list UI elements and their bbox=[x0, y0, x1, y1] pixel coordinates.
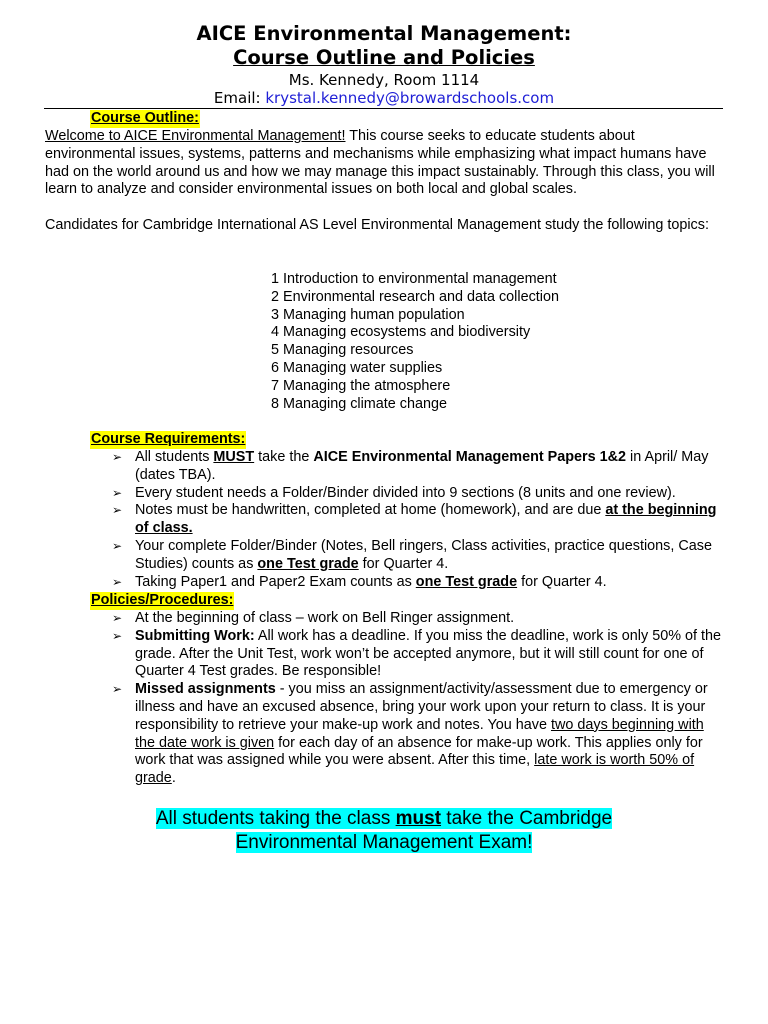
policy2-text: All work has a deadline. If you miss the deadline, work is only 50% of the grade. After the Unit Test, work won’t be accepted anymore, but it will still count for one of Quarter 4 Test grades. Be responsible! bbox=[135, 627, 722, 680]
document-title: AICE Environmental Management: bbox=[196, 22, 572, 45]
topic-item: 6 Managing water supplies bbox=[271, 359, 443, 376]
policy3-text-c: . bbox=[171, 770, 176, 787]
requirements-list bbox=[112, 449, 724, 591]
policies-heading: Policies/Procedures: bbox=[91, 592, 234, 608]
req4-text-b: for Quarter 4. bbox=[358, 555, 449, 572]
req4-grade: one Test grade bbox=[257, 555, 359, 572]
req5-text-b: for Quarter 4. bbox=[517, 573, 607, 590]
arrow-bullet-icon: ➢ bbox=[112, 538, 123, 553]
requirement-item bbox=[112, 449, 724, 485]
policy-item bbox=[112, 610, 724, 628]
email-label: Email: bbox=[213, 89, 261, 107]
document-header bbox=[0, 22, 768, 107]
document-subtitle: Course Outline and Policies bbox=[233, 46, 535, 69]
email-link[interactable]: krystal.kennedy@browardschools.com bbox=[265, 89, 555, 107]
req1-text: All students bbox=[135, 449, 214, 465]
topic-item: 8 Managing climate change bbox=[271, 395, 447, 412]
banner-text-a: All students taking the class bbox=[155, 808, 396, 829]
arrow-bullet-icon: ➢ bbox=[112, 682, 123, 697]
req2-text: Every student needs a Folder/Binder divided into 9 sections (8 units and one review). bbox=[135, 484, 676, 501]
arrow-bullet-icon: ➢ bbox=[112, 611, 123, 625]
arrow-bullet-icon: ➢ bbox=[112, 628, 123, 643]
banner-line-2: Environmental Management Exam! bbox=[235, 832, 533, 853]
req3-due: at the beginning of class. bbox=[135, 502, 717, 537]
exam-banner bbox=[0, 807, 768, 855]
course-outline-heading: Course Outline: bbox=[91, 110, 199, 126]
email-line bbox=[0, 89, 768, 107]
policy3-two-days: two days beginning with the date work is given bbox=[135, 716, 704, 751]
banner-line-1 bbox=[156, 808, 612, 829]
arrow-bullet-icon: ➢ bbox=[112, 485, 123, 500]
policy3-title: Missed assignments bbox=[135, 681, 276, 698]
topic-item: 4 Managing ecosystems and biodiversity bbox=[271, 324, 531, 341]
topic-item: 1 Introduction to environmental management bbox=[271, 271, 557, 287]
policy2-title: Submitting Work: bbox=[135, 627, 255, 644]
welcome-link-text: Welcome to AICE Environmental Management! bbox=[45, 128, 346, 144]
req1-text-c: in April/ May (dates TBA). bbox=[135, 449, 709, 483]
policy-item bbox=[112, 628, 724, 681]
course-requirements-heading: Course Requirements: bbox=[91, 431, 246, 447]
banner-must: must bbox=[395, 808, 442, 829]
teacher-info: Ms. Kennedy, Room 1114 bbox=[288, 71, 480, 89]
topics-list bbox=[271, 271, 671, 413]
req1-papers: AICE Environmental Management Papers 1&2 bbox=[313, 449, 627, 465]
topic-item: 5 Managing resources bbox=[271, 342, 414, 359]
policy3-text: - you miss an assignment/activity/assessment due to emergency or illness and have an excused absence, bring your work upon your return to class. It is your responsibility to retrieve your make-up work and notes. You have bbox=[135, 681, 708, 733]
requirement-item bbox=[112, 538, 724, 574]
welcome-body: This course seeks to educate students about environmental issues, systems, patterns and mechanisms while emphasizing what impact humans have had on the world around us and how we may manage this impact sustainably. Through this class, you will learn to analyze and consider environmental issues on both local and global scales. bbox=[45, 128, 715, 198]
header-divider bbox=[44, 108, 723, 109]
req4-text: Your complete Folder/Binder (Notes, Bell ringers, Class activities, practice questions, Case Studies) counts as bbox=[135, 537, 712, 572]
policy3-text-b: for each day of an absence for make-up work. This applies only for work that was assigned while you were absent. After this time, bbox=[135, 734, 703, 769]
policy1-text: At the beginning of class – work on Bell Ringer assignment. bbox=[135, 610, 515, 626]
welcome-paragraph bbox=[45, 128, 725, 199]
candidates-paragraph: Candidates for Cambridge International AS Level Environmental Management study the following topics: bbox=[45, 217, 709, 233]
policy3-late-work: late work is worth 50% of grade bbox=[135, 752, 695, 787]
policies-list bbox=[112, 610, 724, 788]
requirement-item bbox=[112, 485, 724, 503]
arrow-bullet-icon: ➢ bbox=[112, 503, 123, 518]
topic-item: 7 Managing the atmosphere bbox=[271, 377, 451, 394]
req3-text: Notes must be handwritten, completed at home (homework), and are due bbox=[135, 502, 606, 519]
req1-text-b: take the bbox=[254, 449, 314, 465]
requirement-item bbox=[112, 574, 724, 592]
banner-text-b: take the Cambridge bbox=[441, 808, 613, 829]
topic-item: 3 Managing human population bbox=[271, 306, 465, 323]
requirement-item bbox=[112, 502, 724, 538]
arrow-bullet-icon: ➢ bbox=[112, 450, 123, 464]
arrow-bullet-icon: ➢ bbox=[112, 574, 123, 589]
req5-text: Taking Paper1 and Paper2 Exam counts as bbox=[135, 573, 416, 590]
req5-grade: one Test grade bbox=[415, 573, 518, 590]
req1-must: MUST bbox=[213, 449, 255, 465]
topic-item: 2 Environmental research and data collection bbox=[271, 288, 559, 305]
policy-item bbox=[112, 681, 724, 788]
